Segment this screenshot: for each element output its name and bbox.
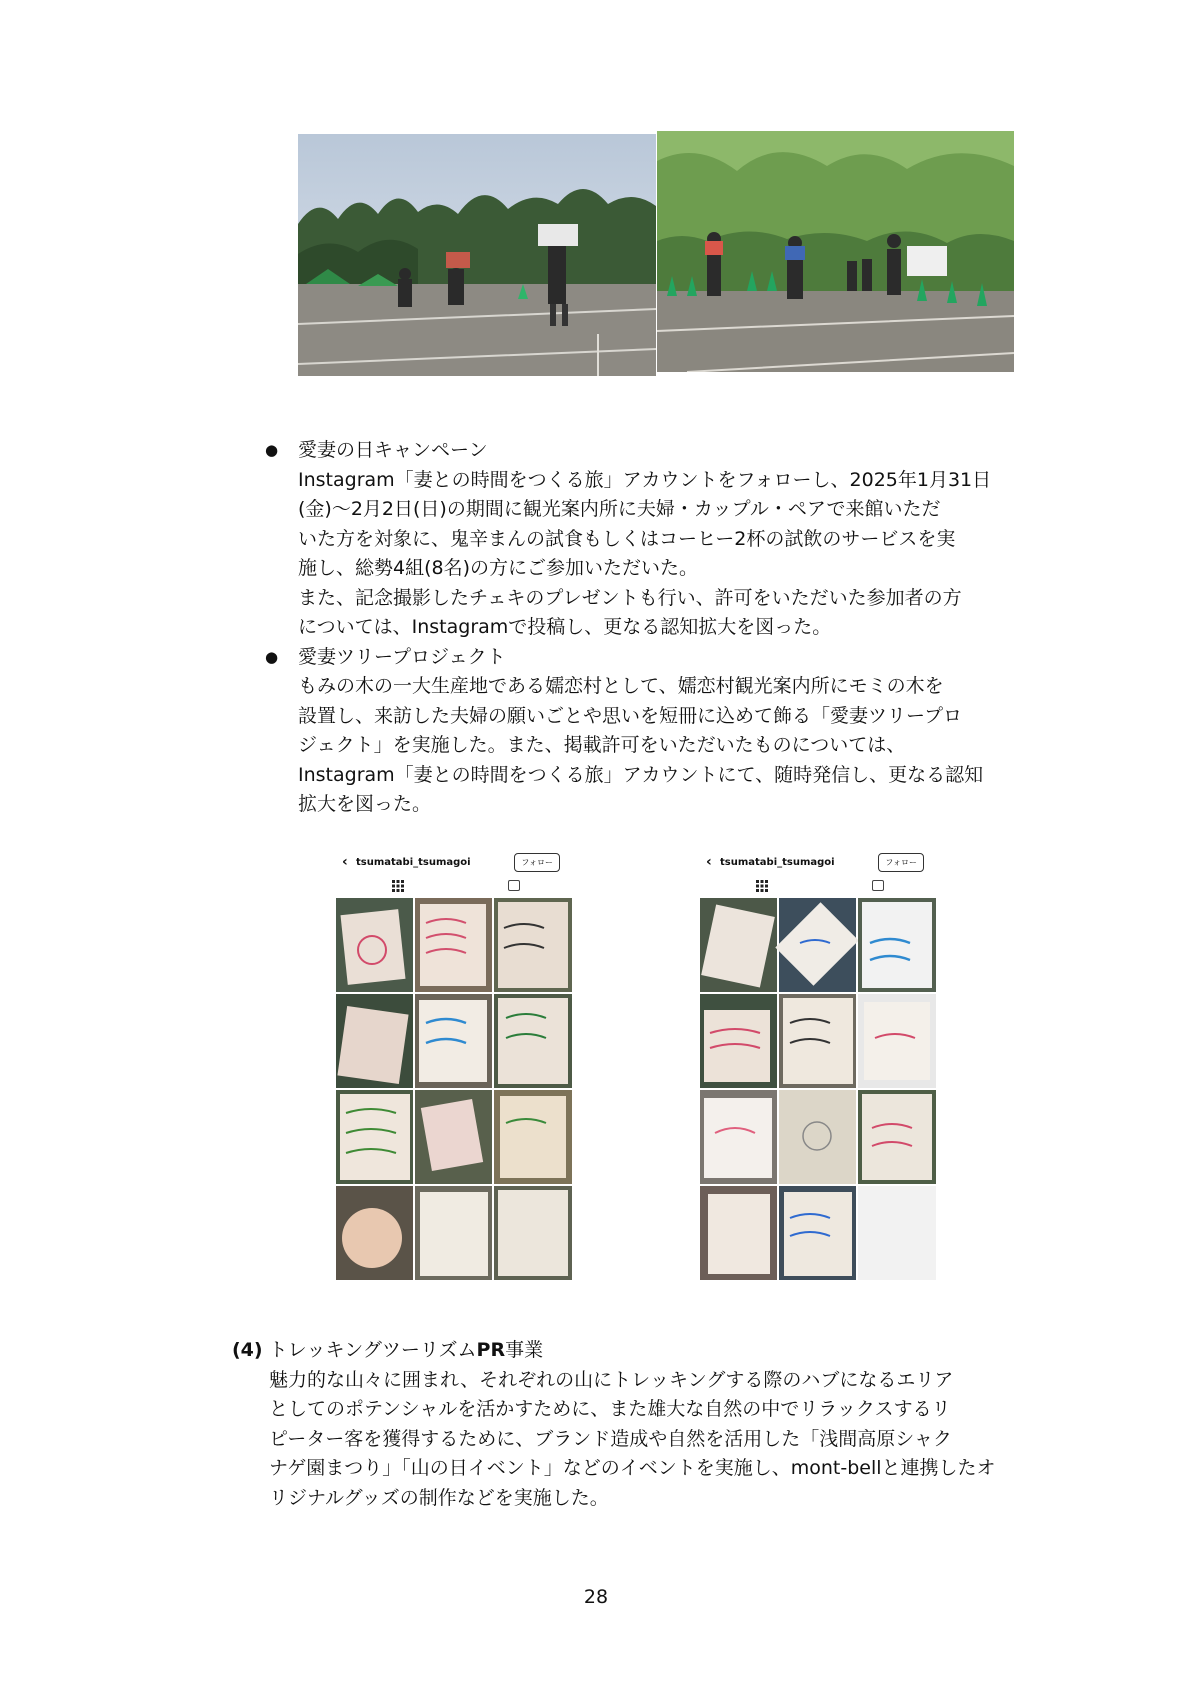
- paragraph-line: 設置し、来訪した夫婦の願いごとや思いを短冊に込めて飾る「愛妻ツリープロ: [298, 704, 963, 727]
- grid-icon: [392, 880, 404, 892]
- paragraph-line: 施し、総勢4組(8名)の方にご参加いただいた。: [298, 557, 699, 579]
- paragraph-line: ジェクト」を実施した。また、掲載許可をいただいたものについては、: [298, 734, 906, 756]
- back-arrow-icon: ‹: [706, 854, 712, 870]
- section-heading-text-b: PR: [476, 1339, 506, 1361]
- instagram-username: tsumatabi_tsumagoi: [720, 857, 835, 868]
- page-number: 28: [583, 1586, 609, 1608]
- tagged-icon: [508, 880, 520, 891]
- paragraph-line: については、Instagramで投稿し、更なる認知拡大を図った。: [298, 616, 832, 638]
- tagged-icon: [872, 880, 884, 891]
- section-heading-text-c: 事業: [505, 1339, 544, 1361]
- follow-button: フォロー: [878, 853, 924, 872]
- paragraph-line: ナゲ園まつり」「山の日イベント」などのイベントを実施し、mont-bellと連携したオ: [269, 1457, 996, 1479]
- paragraph-line: 魅力的な山々に囲まれ、それぞれの山にトレッキングする際のハブになるエリア: [269, 1368, 954, 1391]
- instagram-username: tsumatabi_tsumagoi: [356, 857, 471, 868]
- paragraph-line: (金)〜2月2日(日)の期間に観光案内所に夫婦・カップル・ペアで来館いただ: [298, 498, 941, 520]
- trekking-section: [232, 1336, 1022, 1513]
- paragraph-line: Instagram「妻との時間をつくる旅」アカウントをフォローし、2025年1月31日: [298, 468, 992, 491]
- instagram-header: [336, 848, 572, 876]
- post-thumbnails: [336, 898, 572, 1280]
- section-title: 愛妻ツリープロジェクト: [298, 645, 506, 668]
- instagram-screenshot-right: [700, 848, 936, 1280]
- paragraph-line: ピーター客を獲得するために、ブランド造成や自然を活用した「浅間高原シャク: [269, 1427, 952, 1450]
- bullet-dot: ●: [265, 441, 279, 459]
- follow-button: フォロー: [514, 853, 560, 872]
- paragraph-line: 拡大を図った。: [298, 793, 432, 815]
- paragraph-line: Instagram「妻との時間をつくる旅」アカウントにて、随時発信し、更なる認知: [298, 763, 984, 786]
- race-photo-left: [298, 134, 656, 376]
- instagram-header: [700, 848, 936, 876]
- instagram-tabs: [336, 878, 572, 894]
- race-photo-right: [657, 131, 1014, 372]
- instagram-post-grid: [700, 898, 936, 1280]
- instagram-post-grid: [336, 898, 572, 1280]
- paragraph-line: としてのポテンシャルを活かすために、また雄大な自然の中でリラックスするリ: [269, 1398, 951, 1420]
- paragraph-line: また、記念撮影したチェキのプレゼントも行い、許可をいただいた参加者の方: [298, 586, 962, 609]
- back-arrow-icon: ‹: [342, 854, 348, 870]
- paragraph-line: リジナルグッズの制作などを実施した。: [269, 1486, 609, 1509]
- instagram-screenshot-left: [336, 848, 572, 1280]
- bullet-dot: ●: [265, 647, 279, 666]
- section-title: 愛妻の日キャンペーン: [298, 439, 488, 461]
- paragraph-line: もみの木の一大生産地である嬬恋村として、嬬恋村観光案内所にモミの木を: [298, 675, 944, 697]
- section-number: (4): [232, 1339, 263, 1361]
- paragraph-line: いた方を対象に、鬼辛まんの試食もしくはコーヒー2杯の試飲のサービスを実: [298, 527, 956, 550]
- instagram-tabs: [700, 878, 936, 894]
- aisai-campaign-section: [265, 436, 1018, 820]
- grid-icon: [756, 880, 768, 892]
- section-heading-text-a: トレッキングツーリズム: [268, 1339, 477, 1361]
- post-thumbnails: [700, 898, 936, 1280]
- section-heading: [232, 1336, 1022, 1366]
